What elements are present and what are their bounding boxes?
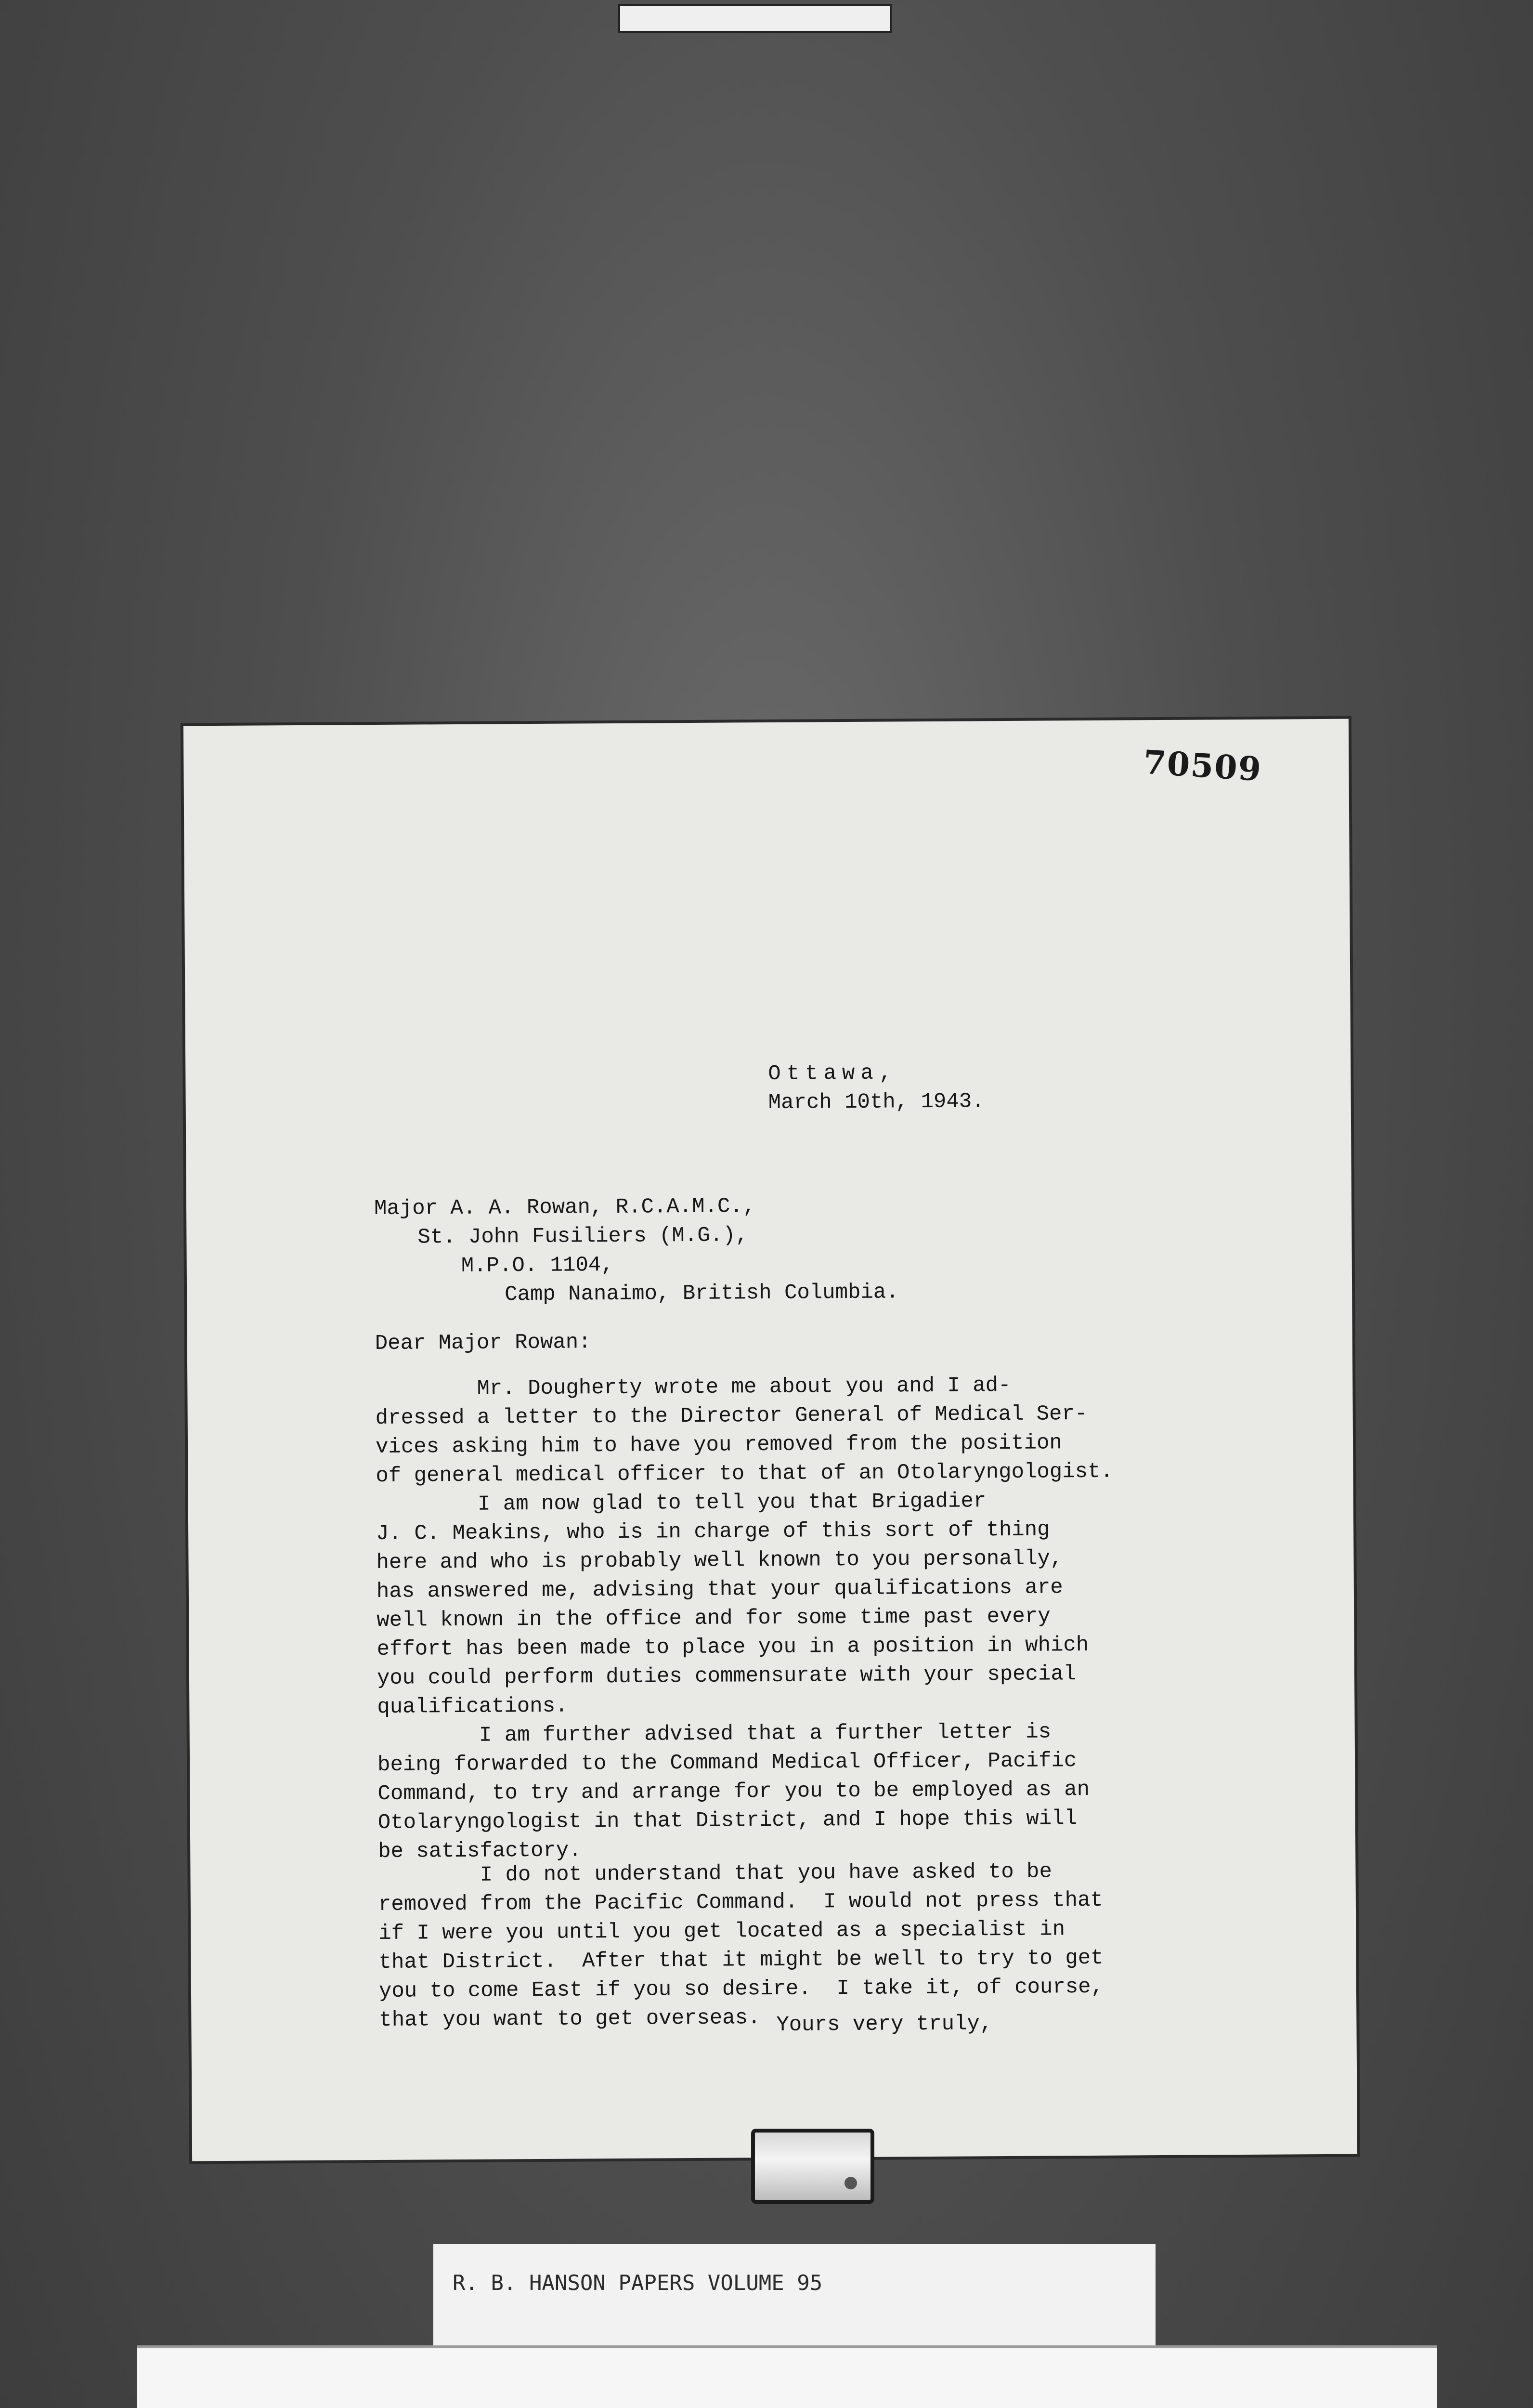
letter-date: March 10th, 1943. [768,1089,985,1115]
paragraph-line: being forwarded to the Command Medical Officer, Pacific [377,1749,1077,1777]
reference-label-text: R. B. HANSON PAPERS VOLUME 95 [453,2271,823,2295]
paragraph-line: Mr. Dougherty wrote me about you and I ad- [375,1373,1011,1402]
paragraph-1 [375,1369,1290,1491]
clip-hole [844,2177,857,2189]
paragraph-line: effort has been made to place you in a position in which [377,1633,1089,1662]
address-line-unit: St. John Fusiliers (M.G.), [417,1223,749,1250]
paragraph-line: removed from the Pacific Command. I would not press that [378,1888,1104,1917]
paragraph-line: well known in the office and for some time past every [377,1604,1051,1633]
address-line-name: Major A. A. Rowan, R.C.A.M.C., [374,1194,756,1221]
paragraph-line: you could perform duties commensurate with your special [377,1662,1077,1690]
paragraph-2 [376,1485,1292,1722]
closing: Yours very truly, [776,2012,993,2037]
paragraph-line: I am further advised that a further letter is [377,1720,1052,1748]
paragraph-line: that District. After that it might be well to try to get [378,1946,1104,1975]
salutation: Dear Major Rowan: [375,1330,591,1356]
archive-stamp [137,2345,1437,2408]
paragraph-line: Otolaryngologist in that District, and I hope this will [377,1806,1078,1835]
paragraph-line: vices asking him to have you removed from the position [375,1431,1063,1460]
address-line-camp: Camp Nanaimo, British Columbia. [504,1280,899,1307]
letter-sheet [183,719,1357,2161]
paragraph-3 [377,1716,1293,1866]
paragraph-line: Command, to try and arrange for you to be employed as an [377,1777,1090,1806]
top-mounting-tab [618,4,892,33]
paragraph-line: has answered me, advising that your qualifications are [376,1575,1063,1604]
paragraph-line: that you want to get overseas. [379,2006,761,2032]
letter-place: Ottawa, [768,1061,898,1086]
paragraph-line: I do not understand that you have asked to be [378,1859,1052,1888]
paragraph-line: here and who is probably well known to you personally, [376,1546,1063,1575]
paragraph-line: J. C. Meakins, who is in charge of this sort of thing [376,1518,1050,1546]
paragraph-line: you to come East if you so desire. I take it, of course, [378,1975,1104,2003]
paragraph-line: dressed a letter to the Director General of Medical Ser- [375,1401,1088,1431]
paragraph-line: I am now glad to tell you that Brigadier [376,1489,987,1518]
paragraph-line: if I were you until you get located as a specialist in [378,1917,1065,1946]
paragraph-line: be satisfactory. [378,1838,582,1864]
document-number: 70509 [1142,743,1263,789]
paragraph-4 [378,1856,1294,2035]
paragraph-line: of general medical officer to that of an Otolaryngologist. [376,1459,1114,1489]
reference-label [433,2244,1156,2355]
paragraph-line: qualifications. [377,1694,568,1719]
address-line-post: M.P.O. 1104, [461,1253,614,1278]
paper-clip [751,2129,874,2204]
